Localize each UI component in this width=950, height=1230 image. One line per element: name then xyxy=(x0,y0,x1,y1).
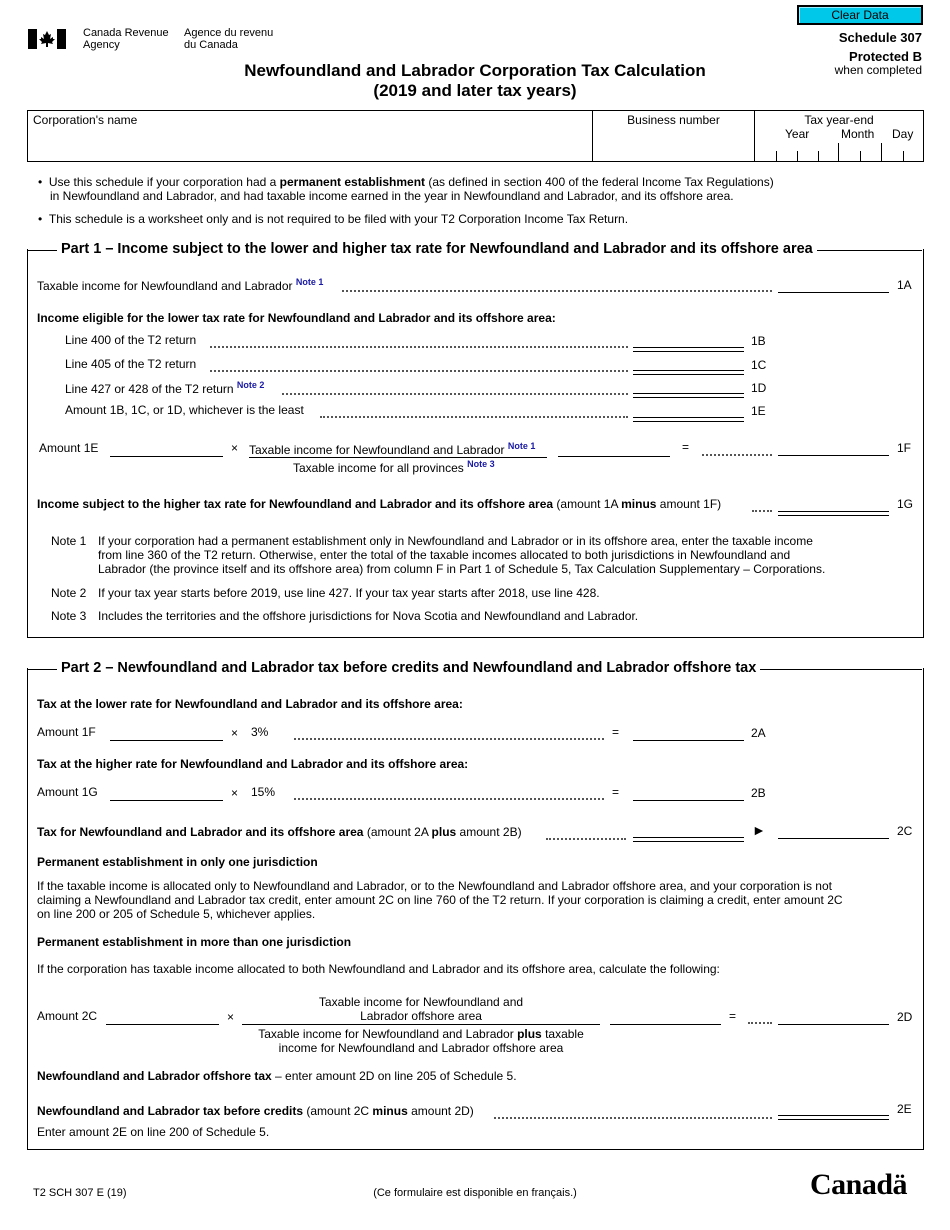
form-title: Newfoundland and Labrador Corporation Tax Calculation xyxy=(244,61,706,80)
clear-data-label: Clear Data xyxy=(831,8,889,22)
french-availability: (Ce formulaire est disponible en français.) xyxy=(373,1187,577,1199)
line-1e-label: Amount 1B, 1C, or 1D, whichever is the least xyxy=(65,403,304,417)
line-2e-field[interactable] xyxy=(778,1115,889,1120)
fraction2-numerator: Taxable income for Newfoundland and Labrador offshore area xyxy=(318,995,524,1023)
line-2d-field[interactable] xyxy=(778,1009,889,1025)
amount-1g-field[interactable] xyxy=(110,785,223,801)
canada-flag-icon xyxy=(28,29,66,49)
fraction2-denominator: Taxable income for Newfoundland and Labrador plus taxable income for Newfoundland and Labrador offshore area xyxy=(258,1027,584,1055)
code-1b: 1B xyxy=(751,334,766,348)
line-1a-field[interactable] xyxy=(778,276,889,293)
times-sign-1: × xyxy=(231,441,239,455)
equals-sign-3: = xyxy=(612,785,620,799)
line-1g-label: Income subject to the higher tax rate for Newfoundland and Labrador and its offshore area (amount 1A minus amount 1F) xyxy=(37,497,722,511)
offshore-tax-line: Newfoundland and Labrador offshore tax – enter amount 2D on line 205 of Schedule 5. xyxy=(37,1069,517,1083)
amount-2c-field[interactable] xyxy=(106,1009,219,1025)
arrow-icon: ► xyxy=(752,822,766,838)
intro-bullet1-text: Use this schedule if your corporation had a xyxy=(48,175,280,189)
code-1f: 1F xyxy=(897,441,912,455)
lower-rate-heading: Tax at the lower rate for Newfoundland and Labrador and its offshore area: xyxy=(37,697,463,711)
business-number-field[interactable] xyxy=(595,129,752,159)
amount-1f-field[interactable] xyxy=(110,725,223,741)
form-identifier: T2 SCH 307 E (19) xyxy=(33,1187,127,1199)
agency-en-line2: Agency xyxy=(83,39,120,51)
note2-text: If your tax year starts before 2019, use line 427. If your tax year starts after 2018, use line 428. xyxy=(98,586,600,600)
fraction-denominator: Taxable income for all provinces $^{Note 3}$ xyxy=(293,459,495,475)
schedule-number: Schedule 307 xyxy=(838,30,922,45)
note1-label: Note 1 xyxy=(51,534,87,548)
line-1b-field[interactable] xyxy=(633,347,744,352)
month-label: Month xyxy=(841,127,875,141)
pe-one-text: If the taxable income is allocated only to Newfoundland and Labrador, or to the Newfoundland and Labrador offshore area, and your corporation is not claiming a Newfoundland and Labrador tax credit, enter amount 2C on line 760 of the T2 return. If your corporation is claiming a credit, enter amount 2C on line 200 or 205 of Schedule 5, whichever applies. xyxy=(37,879,843,921)
amount-1g-label: Amount 1G xyxy=(37,785,98,799)
when-completed-label: when completed xyxy=(834,63,922,77)
fraction-numerator: Taxable income for Newfoundland and Labrador $^{Note 1}$ xyxy=(249,441,536,457)
agency-name-en xyxy=(83,27,169,51)
business-number-label: Business number xyxy=(627,113,720,127)
note1-ref: Note 1 xyxy=(295,277,324,287)
code-1d: 1D xyxy=(751,381,767,395)
line-2e-label: Newfoundland and Labrador tax before credits (amount 2C minus amount 2D) xyxy=(37,1104,474,1118)
note3-ref: Note 3 xyxy=(467,459,495,469)
identification-box xyxy=(27,110,924,162)
agency-name-fr xyxy=(184,27,273,51)
code-2c: 2C xyxy=(897,824,913,838)
amount-1e-label: Amount 1E xyxy=(39,441,99,455)
corp-name-label: Corporation's name xyxy=(33,113,138,127)
times-sign-2: × xyxy=(231,726,239,740)
line-2a-field[interactable] xyxy=(633,725,744,741)
agency-fr-line2: du Canada xyxy=(184,39,238,51)
pe-more-text: If the corporation has taxable income allocated to both Newfoundland and Labrador and its offshore area, calculate the following: xyxy=(37,962,720,976)
line-1a-label: Taxable income for Newfoundland and Labrador $^{Note 1}$ xyxy=(37,277,324,293)
equals-sign-1: = xyxy=(682,440,690,454)
code-2b: 2B xyxy=(751,786,766,800)
tax-year-end-label: Tax year-end xyxy=(804,113,874,127)
intro-bullet-2: • This schedule is a worksheet only and is not required to be filed with your T2 Corporation Income Tax Return. xyxy=(38,212,629,226)
intro-bullet-1: • Use this schedule if your corporation had a permanent establishment (as defined in section 400 of the federal Income Tax Regulations) in Newfoundland and Labrador, and had taxable income earned in the year in Newfoundland and Labrador, and its offshore area. xyxy=(38,175,774,203)
line-2e-instruction: Enter amount 2E on line 200 of Schedule 5. xyxy=(37,1125,270,1139)
numerator2-field[interactable] xyxy=(610,1009,721,1025)
numerator-field[interactable] xyxy=(558,441,670,457)
line-2b-field[interactable] xyxy=(633,785,744,801)
part1-header xyxy=(27,243,922,257)
line-1b-label: Line 400 of the T2 return xyxy=(65,333,197,347)
line-1f-field[interactable] xyxy=(778,440,889,456)
equals-sign-2: = xyxy=(612,725,620,739)
day-label: Day xyxy=(892,127,914,141)
note1-text: If your corporation had a permanent establishment only in Newfoundland and Labrador or in its offshore area, enter the taxable income from line 360 of the T2 return. Otherwise, enter the total of the taxable incomes allocated to both jurisdictions in Newfoundland and Labrador (the province itself and its offshore area) from column F in Part 1 of Schedule 5, Tax Calculation Supplementary – Corporations. xyxy=(98,534,826,576)
times-sign-4: × xyxy=(227,1010,235,1024)
agency-fr-line1: Agence du revenu xyxy=(184,27,274,39)
tax-year-end-field[interactable] xyxy=(756,143,922,160)
note2-label: Note 2 xyxy=(51,586,87,600)
note3-text: Includes the territories and the offshore jurisdictions for Nova Scotia and Newfoundland and Labrador. xyxy=(98,609,639,623)
equals-sign-4: = xyxy=(729,1009,737,1023)
agency-en-line1: Canada Revenue xyxy=(83,27,169,39)
intro-bullet1-text2: (as defined in section 400 of the federal Income Tax Regulations) xyxy=(425,175,774,189)
line-1c-label: Line 405 of the T2 return xyxy=(65,357,197,371)
code-2a: 2A xyxy=(751,726,766,740)
part2-title: Part 2 – Newfoundland and Labrador tax before credits and Newfoundland and Labrador offshore tax xyxy=(57,660,760,676)
code-1c: 1C xyxy=(751,358,767,372)
protected-label: Protected B xyxy=(849,49,922,64)
part2-header xyxy=(27,662,922,676)
code-2e: 2E xyxy=(897,1102,912,1116)
times-sign-3: × xyxy=(231,786,239,800)
line-1d-label: Line 427 or 428 of the T2 return $^{Note 2}$ xyxy=(65,380,265,396)
eligible-heading: Income eligible for the lower tax rate for Newfoundland and Labrador and its offshore area: xyxy=(37,311,556,325)
corp-name-field[interactable] xyxy=(30,129,590,159)
line-1g-field[interactable] xyxy=(778,511,889,516)
line-1c-field[interactable] xyxy=(633,370,744,375)
line-2c-label: Tax for Newfoundland and Labrador and its offshore area (amount 2A plus amount 2B) xyxy=(37,825,522,839)
code-2d: 2D xyxy=(897,1010,913,1024)
line-2c-subtotal-field[interactable] xyxy=(633,837,744,842)
intro-bullet2-text: This schedule is a worksheet only and is not required to be filed with your T2 Corporation Income Tax Return. xyxy=(48,212,629,226)
higher-rate-heading: Tax at the higher rate for Newfoundland and Labrador and its offshore area: xyxy=(37,757,469,771)
amount-2c-label: Amount 2C xyxy=(37,1009,98,1023)
code-1a: 1A xyxy=(897,278,912,292)
code-1g: 1G xyxy=(897,497,914,511)
year-label: Year xyxy=(785,127,810,141)
clear-data-button[interactable] xyxy=(797,5,923,25)
note2-ref: Note 2 xyxy=(236,380,265,390)
canada-wordmark: Canadä xyxy=(810,1168,908,1201)
intro-bullet1-bold: permanent establishment xyxy=(279,175,426,189)
lower-rate: 3% xyxy=(251,725,269,739)
pe-more-heading: Permanent establishment in more than one jurisdiction xyxy=(37,935,352,949)
amount-1f-label: Amount 1F xyxy=(37,725,96,739)
code-1e: 1E xyxy=(751,404,766,418)
pe-one-heading: Permanent establishment in only one jurisdiction xyxy=(37,855,318,869)
line-2c-field[interactable] xyxy=(778,823,889,839)
note3-label: Note 3 xyxy=(51,609,87,623)
higher-rate: 15% xyxy=(251,785,276,799)
part1-title: Part 1 – Income subject to the lower and higher tax rate for Newfoundland and Labrador and its offshore area xyxy=(57,241,817,257)
line-1e-field[interactable] xyxy=(633,417,744,422)
line-1d-field[interactable] xyxy=(633,393,744,398)
form-subtitle: (2019 and later tax years) xyxy=(373,81,577,100)
amount-1e-field[interactable] xyxy=(110,441,223,457)
note1-ref-2: Note 1 xyxy=(507,441,536,451)
intro-bullet1-text3: in Newfoundland and Labrador, and had taxable income earned in the year in Newfoundland and Labrador, and its offshore area. xyxy=(50,189,734,203)
